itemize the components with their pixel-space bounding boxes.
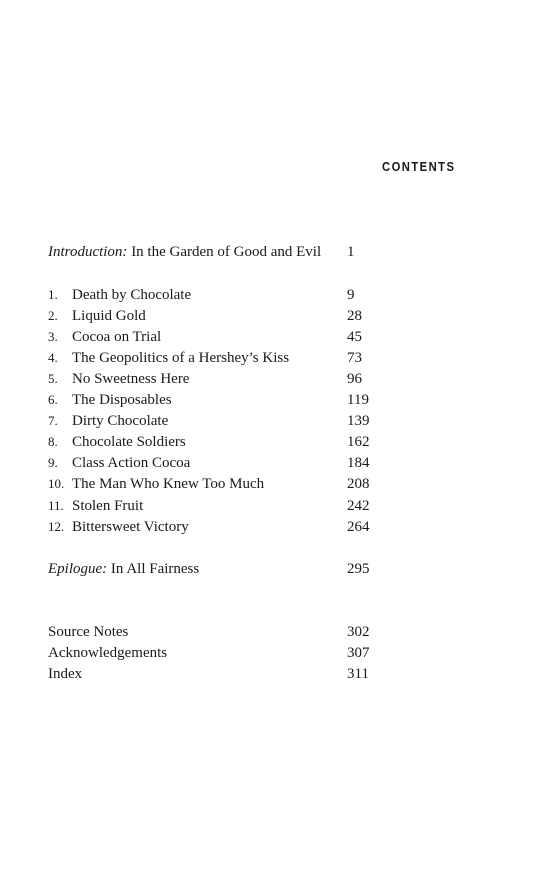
chapter-page: 162	[347, 434, 370, 450]
chapter-page: 28	[347, 308, 362, 324]
chapter-number: 7.	[48, 413, 58, 428]
chapter-number: 1.	[48, 287, 58, 302]
chapter-page: 208	[347, 476, 370, 492]
chapter-page: 264	[347, 519, 370, 535]
toc-back-matter	[0, 664, 545, 684]
chapter-number: 6.	[48, 392, 58, 407]
chapter-page: 119	[347, 392, 369, 408]
toc-chapter	[0, 496, 545, 516]
epilogue-page: 295	[347, 561, 370, 577]
chapter-page: 184	[347, 455, 370, 471]
back-matter-title: Index	[48, 666, 83, 682]
chapter-page: 73	[347, 350, 362, 366]
chapter-number: 4.	[48, 350, 58, 365]
toc-chapter	[0, 306, 545, 326]
chapter-title: Class Action Cocoa	[72, 455, 191, 471]
chapter-page: 139	[347, 413, 370, 429]
chapter-title: Death by Chocolate	[72, 287, 192, 303]
chapter-number: 12.	[48, 519, 65, 534]
chapter-title: Chocolate Soldiers	[72, 434, 186, 450]
chapter-number: 10.	[48, 476, 65, 491]
toc-epilogue	[0, 559, 545, 579]
chapter-page: 45	[347, 329, 362, 345]
chapter-number: 11.	[48, 498, 64, 513]
chapter-title: Bittersweet Victory	[72, 519, 189, 535]
toc-chapter	[0, 348, 545, 368]
chapter-page: 96	[347, 371, 362, 387]
toc-back-matter	[0, 622, 545, 642]
back-matter-page: 302	[347, 624, 370, 640]
epilogue-title: In All Fairness	[110, 561, 200, 577]
chapter-title: Liquid Gold	[72, 308, 146, 324]
introduction-label: Introduction:	[48, 244, 128, 260]
chapter-number: 9.	[48, 455, 58, 470]
toc-chapter	[0, 390, 545, 410]
toc-chapter	[0, 327, 545, 347]
chapter-number: 2.	[48, 308, 58, 323]
chapter-page: 9	[347, 287, 355, 303]
toc-back-matter	[0, 643, 545, 663]
back-matter-page: 311	[347, 666, 369, 682]
back-matter-title: Source Notes	[48, 624, 129, 640]
toc-chapter	[0, 432, 545, 452]
chapter-title: The Man Who Knew Too Much	[72, 476, 265, 492]
introduction-title: In the Garden of Good and Evil	[131, 244, 322, 260]
contents-heading: CONTENTS	[382, 160, 456, 174]
back-matter-page: 307	[347, 645, 370, 661]
chapter-number: 3.	[48, 329, 58, 344]
chapter-title: Cocoa on Trial	[72, 329, 162, 345]
chapter-page: 242	[347, 498, 370, 514]
chapter-title: Stolen Fruit	[72, 498, 144, 514]
toc-chapter	[0, 474, 545, 494]
toc-chapter	[0, 369, 545, 389]
back-matter-title: Acknowledgements	[48, 645, 168, 661]
epilogue-label: Epilogue:	[48, 561, 108, 577]
toc-chapter	[0, 411, 545, 431]
toc-introduction	[0, 242, 545, 262]
chapter-title: The Geopolitics of a Hershey’s Kiss	[72, 350, 290, 366]
toc-chapter	[0, 285, 545, 305]
chapter-number: 8.	[48, 434, 58, 449]
toc-chapter	[0, 517, 545, 537]
introduction-page: 1	[347, 244, 355, 260]
chapter-title: The Disposables	[72, 392, 172, 408]
toc-chapter	[0, 453, 545, 473]
chapter-number: 5.	[48, 371, 58, 386]
chapter-title: No Sweetness Here	[72, 371, 190, 387]
chapter-title: Dirty Chocolate	[72, 413, 169, 429]
